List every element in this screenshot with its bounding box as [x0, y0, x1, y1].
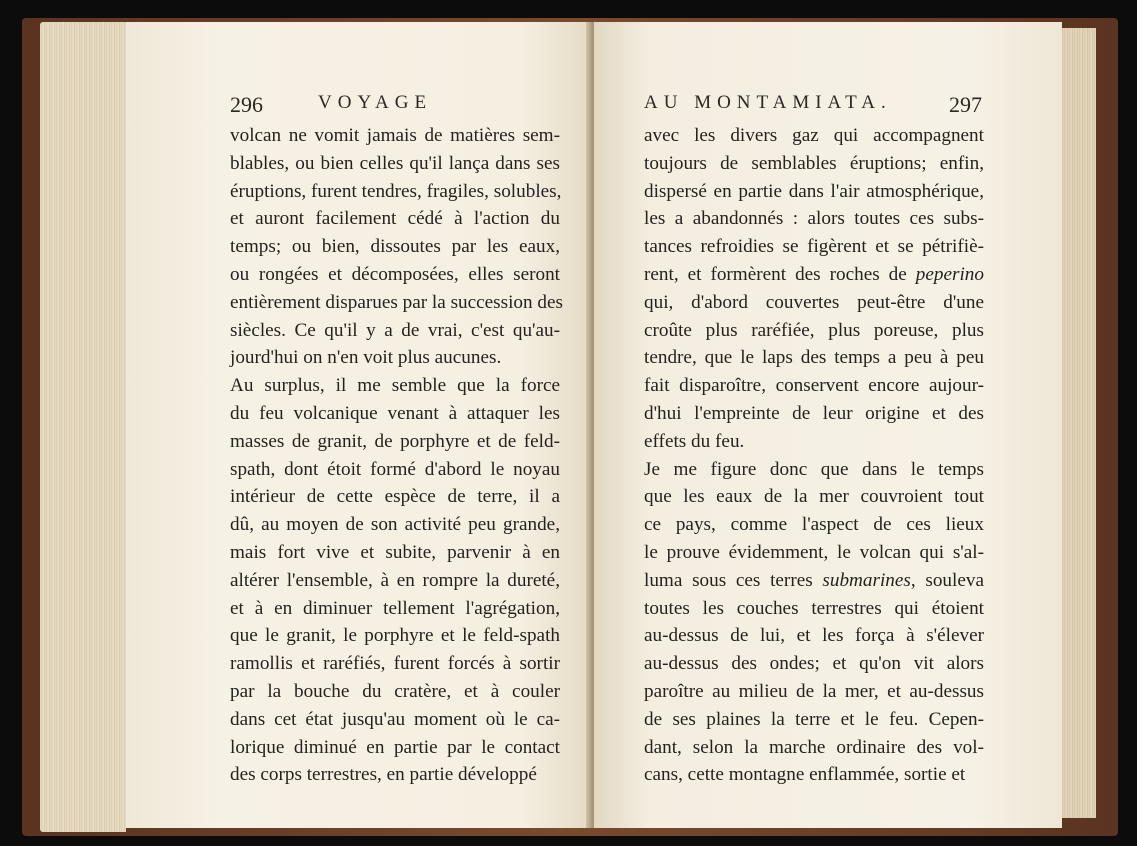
text-line — [644, 734, 984, 762]
text-line — [230, 150, 560, 178]
text-segment: dispersé en partie dans l'air atmosphérique, — [644, 180, 984, 202]
text-line — [644, 233, 984, 261]
text-segment: de ses plaines la terre et le feu. Cepen- — [644, 708, 984, 730]
text-line — [644, 317, 984, 345]
text-segment: rent, et formèrent des roches de — [644, 263, 916, 285]
text-segment: Je me figure donc que dans le temps — [644, 458, 984, 480]
text-segment: par la bouche du cratère, et à couler — [230, 680, 560, 702]
text-segment: jourd'hui on n'en voit plus aucunes. — [230, 347, 502, 369]
text-segment: du feu volcanique venant à attaquer les — [230, 402, 560, 424]
text-line — [644, 622, 984, 650]
text-segment: le prouve évidemment, le volcan qui s'al- — [644, 541, 984, 563]
text-segment: ce pays, comme l'aspect de ces lieux — [644, 514, 984, 536]
text-line — [644, 344, 984, 372]
text-segment: fait disparoître, conservent encore aujour- — [644, 375, 984, 397]
text-line — [230, 539, 560, 567]
text-line — [230, 317, 560, 345]
text-segment: dans cet état jusqu'au moment où le ca- — [230, 708, 560, 730]
text-segment: masses de granit, de porphyre et de feld- — [230, 430, 560, 452]
text-segment: qui, d'abord couvertes peut-être d'une — [644, 291, 984, 313]
text-segment: au-dessus de lui, et les força à s'élever — [644, 625, 984, 647]
text-segment: dant, selon la marche ordinaire des vol- — [644, 736, 984, 758]
text-line — [644, 678, 984, 706]
text-segment: tances refroidies se figèrent et se pétrifiè- — [644, 236, 984, 258]
right-page-header — [644, 92, 984, 122]
text-segment: mais fort vive et subite, parvenir à en — [230, 541, 560, 563]
text-segment: blables, ou bien celles qu'il lança dans ses — [230, 152, 560, 174]
text-line — [644, 761, 984, 789]
page-number: 296 — [230, 92, 263, 117]
text-line — [230, 622, 560, 650]
running-head: AU MONTAMIATA. — [644, 92, 892, 113]
text-line — [230, 400, 560, 428]
text-segment: paroître au milieu de la mer, et au-dessus — [644, 680, 984, 702]
text-line — [644, 511, 984, 539]
text-line — [644, 595, 984, 623]
text-line — [230, 372, 560, 400]
text-line — [644, 289, 984, 317]
text-line — [230, 511, 560, 539]
text-line — [230, 289, 563, 317]
left-page-body — [230, 122, 563, 789]
text-segment: , souleva — [910, 569, 984, 591]
text-line — [230, 761, 560, 789]
text-line — [230, 428, 560, 456]
text-line — [644, 539, 984, 567]
text-line — [644, 706, 984, 734]
text-line — [644, 372, 984, 400]
text-segment: intérieur de cette espèce de terre, il a — [230, 486, 560, 508]
text-segment: altérer l'ensemble, à en rompre la dureté, — [230, 569, 560, 591]
text-segment: Au surplus, il me semble que la force — [230, 375, 560, 397]
text-segment: volcan ne vomit jamais de matières sem- — [230, 125, 560, 146]
italic-term: submarines — [822, 569, 911, 591]
right-page — [594, 22, 1062, 828]
text-segment: entièrement disparues par la succession des — [230, 291, 563, 313]
text-line — [644, 567, 984, 595]
text-line — [230, 678, 560, 706]
right-page-body — [644, 122, 984, 789]
page-number: 297 — [949, 92, 982, 117]
text-line — [230, 178, 560, 206]
text-segment: ou rongées et décomposées, elles seront — [230, 263, 560, 285]
text-line — [644, 150, 984, 178]
text-segment: avec les divers gaz qui accompagnent — [644, 125, 984, 146]
text-line — [230, 344, 560, 372]
text-segment: au-dessus des ondes; et qu'on vit alors — [644, 653, 984, 675]
text-segment: tendre, que le laps des temps a peu à peu — [644, 347, 984, 369]
text-segment: d'hui l'empreinte de leur origine et des — [644, 402, 984, 424]
text-segment: que le granit, le porphyre et le feld-spath — [230, 625, 560, 647]
text-segment: éruptions, furent tendres, fragiles, solubles, — [230, 180, 562, 202]
text-line — [230, 483, 560, 511]
text-line — [230, 456, 560, 484]
text-line — [230, 205, 560, 233]
text-line — [644, 178, 984, 206]
text-line — [230, 567, 560, 595]
text-segment: siècles. Ce qu'il y a de vrai, c'est qu'au- — [230, 319, 560, 341]
text-segment: des corps terrestres, en partie développé — [230, 764, 537, 786]
page-edges-right — [1058, 28, 1096, 818]
text-segment: lorique diminué en partie par le contact — [230, 736, 560, 758]
text-line — [230, 706, 560, 734]
text-line — [230, 233, 560, 261]
text-segment: luma sous ces terres — [644, 569, 823, 591]
text-segment: ramollis et raréfiés, furent forcés à sortir — [230, 653, 560, 675]
left-page — [126, 22, 592, 828]
text-line — [644, 428, 984, 456]
text-segment: les a abandonnés : alors toutes ces subs- — [644, 208, 984, 230]
text-line — [230, 122, 560, 150]
text-segment: et auront facilement cédé à l'action du — [230, 208, 560, 230]
text-segment: cans, cette montagne enflammée, sortie et — [644, 764, 966, 786]
text-line — [644, 400, 984, 428]
text-segment: effets du feu. — [644, 430, 745, 452]
text-segment: que les eaux de la mer couvroient tout — [644, 486, 984, 508]
text-segment: spath, dont étoit formé d'abord le noyau — [230, 458, 560, 480]
italic-term: peperino — [915, 263, 984, 285]
text-line — [230, 595, 560, 623]
text-segment: toujours de semblables éruptions; enfin, — [644, 152, 984, 174]
text-segment: temps; ou bien, dissoutes par les eaux, — [230, 236, 560, 258]
text-segment: toutes les couches terrestres qui étoient — [644, 597, 984, 619]
text-line — [230, 734, 560, 762]
text-line — [644, 650, 984, 678]
text-line — [230, 650, 560, 678]
text-segment: dû, au moyen de son activité peu grande, — [230, 514, 560, 536]
running-head: VOYAGE — [318, 92, 433, 113]
page-edges-left — [40, 22, 126, 832]
left-page-header — [230, 92, 560, 122]
text-line — [644, 261, 984, 289]
text-segment: et à en diminuer tellement l'agrégation, — [230, 597, 560, 619]
text-line — [644, 122, 984, 150]
text-line — [644, 483, 984, 511]
text-line — [644, 456, 984, 484]
text-line — [230, 261, 560, 289]
text-segment: croûte plus raréfiée, plus poreuse, plus — [644, 319, 984, 341]
text-line — [644, 205, 984, 233]
